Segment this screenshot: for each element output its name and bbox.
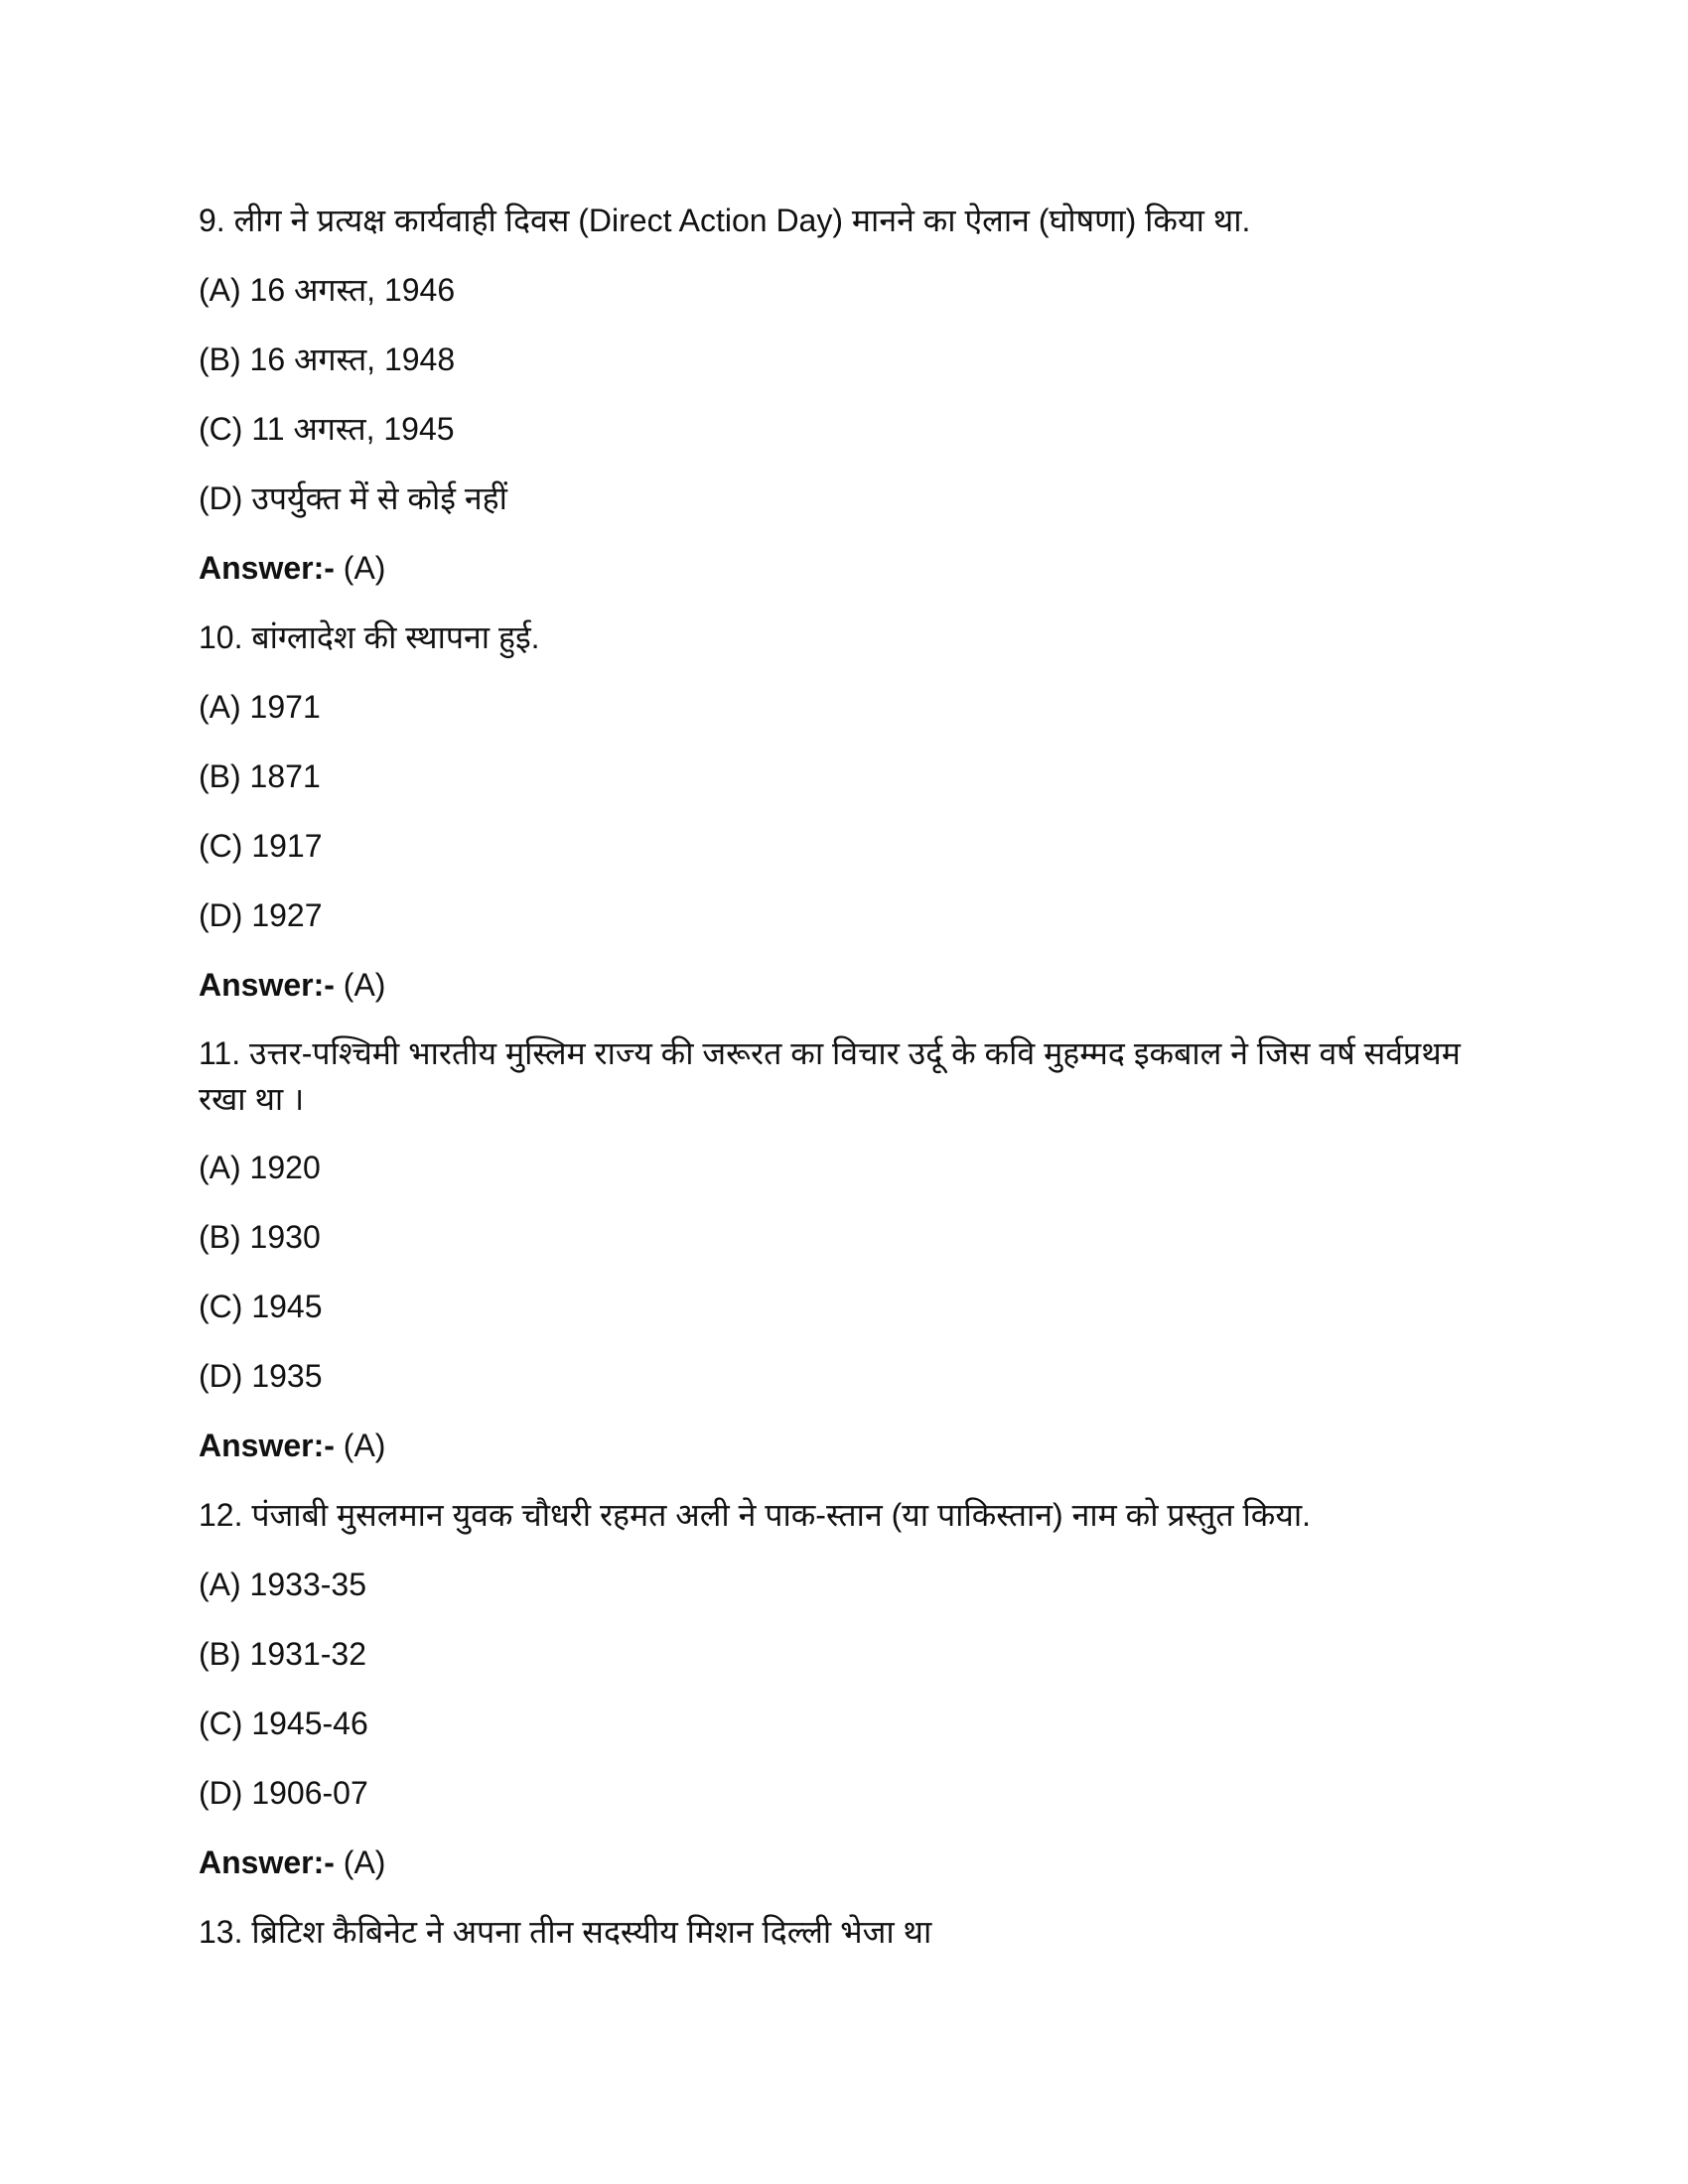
option-a: [199, 266, 1489, 314]
option-label: (B): [199, 1636, 241, 1672]
option-d: [199, 475, 1489, 522]
option-c: [199, 405, 1489, 453]
option-label: (B): [199, 1219, 241, 1255]
option-text: 1906-07: [251, 1775, 368, 1811]
question-body: पंजाबी मुसलमान युवक चौधरी रहमत अली ने पाक-स्तान (या पाकिस्तान) नाम को प्रस्तुत किया.: [251, 1497, 1312, 1533]
option-c: [199, 1283, 1489, 1330]
option-text: 1945: [251, 1289, 323, 1324]
option-label: (C): [199, 828, 243, 864]
answer-label: Answer:-: [199, 1844, 335, 1880]
question-12: [199, 1491, 1489, 1886]
option-d: [199, 891, 1489, 939]
question-number: 13.: [199, 1914, 243, 1950]
question-number: 9.: [199, 203, 225, 238]
question-text: [199, 1491, 1489, 1539]
document-page: [199, 197, 1489, 1978]
option-label: (B): [199, 758, 241, 794]
option-d: [199, 1352, 1489, 1400]
option-text: 1930: [249, 1219, 321, 1255]
answer-line: [199, 1422, 1489, 1469]
option-label: (D): [199, 480, 243, 516]
question-9: [199, 197, 1489, 592]
answer-value: (A): [343, 1428, 386, 1463]
answer-value: (A): [343, 1844, 386, 1880]
option-text: उपर्युक्त में से कोई नहीं: [251, 480, 507, 516]
option-text: 1927: [251, 897, 323, 933]
option-text: 1945-46: [251, 1706, 368, 1741]
option-text: 1931-32: [249, 1636, 366, 1672]
option-label: (C): [199, 411, 243, 447]
answer-line: [199, 1839, 1489, 1886]
option-label: (D): [199, 1775, 243, 1811]
option-label: (B): [199, 341, 241, 377]
answer-label: Answer:-: [199, 967, 335, 1003]
question-text: [199, 197, 1489, 244]
option-label: (A): [199, 272, 241, 308]
option-text: 1871: [249, 758, 321, 794]
question-number: 11.: [199, 1035, 241, 1071]
option-label: (D): [199, 897, 243, 933]
option-text: 1935: [251, 1358, 323, 1394]
option-a: [199, 1561, 1489, 1608]
option-text: 1920: [249, 1150, 321, 1185]
option-a: [199, 1144, 1489, 1191]
option-label: (A): [199, 1567, 241, 1602]
option-label: (C): [199, 1289, 243, 1324]
option-label: (A): [199, 689, 241, 725]
question-11: [199, 1030, 1489, 1469]
option-label: (D): [199, 1358, 243, 1394]
question-body: लीग ने प्रत्यक्ष कार्यवाही दिवस (Direct Action Day) मानने का ऐलान (घोषणा) किया था.: [233, 203, 1251, 238]
answer-value: (A): [343, 967, 386, 1003]
question-body: उत्तर-पश्चिमी भारतीय मुस्लिम राज्य की जरूरत का विचार उर्दू के कवि मुहम्मद इकबाल ने जिस वर्ष सर्वप्रथम रखा था ।: [199, 1035, 1461, 1117]
option-c: [199, 1700, 1489, 1747]
answer-label: Answer:-: [199, 550, 335, 586]
option-label: (C): [199, 1706, 243, 1741]
option-b: [199, 336, 1489, 383]
question-13: [199, 1908, 1489, 1956]
option-text: 16 अगस्त, 1946: [249, 272, 456, 308]
option-text: 16 अगस्त, 1948: [249, 341, 456, 377]
question-text: [199, 1908, 1489, 1956]
question-number: 12.: [199, 1497, 243, 1533]
answer-label: Answer:-: [199, 1428, 335, 1463]
question-body: बांग्लादेश की स्थापना हुई.: [251, 619, 540, 655]
option-d: [199, 1769, 1489, 1817]
option-text: 11 अगस्त, 1945: [251, 411, 455, 447]
question-text: [199, 614, 1489, 661]
question-10: [199, 614, 1489, 1009]
answer-value: (A): [343, 550, 386, 586]
option-b: [199, 752, 1489, 800]
answer-line: [199, 961, 1489, 1009]
option-label: (A): [199, 1150, 241, 1185]
option-b: [199, 1213, 1489, 1261]
question-text: [199, 1030, 1489, 1122]
option-text: 1971: [249, 689, 321, 725]
option-c: [199, 822, 1489, 870]
question-number: 10.: [199, 619, 243, 655]
question-body: ब्रिटिश कैबिनेट ने अपना तीन सदस्यीय मिशन दिल्ली भेजा था: [251, 1914, 932, 1950]
option-b: [199, 1630, 1489, 1678]
option-text: 1933-35: [249, 1567, 366, 1602]
option-text: 1917: [251, 828, 323, 864]
option-a: [199, 683, 1489, 731]
answer-line: [199, 544, 1489, 592]
